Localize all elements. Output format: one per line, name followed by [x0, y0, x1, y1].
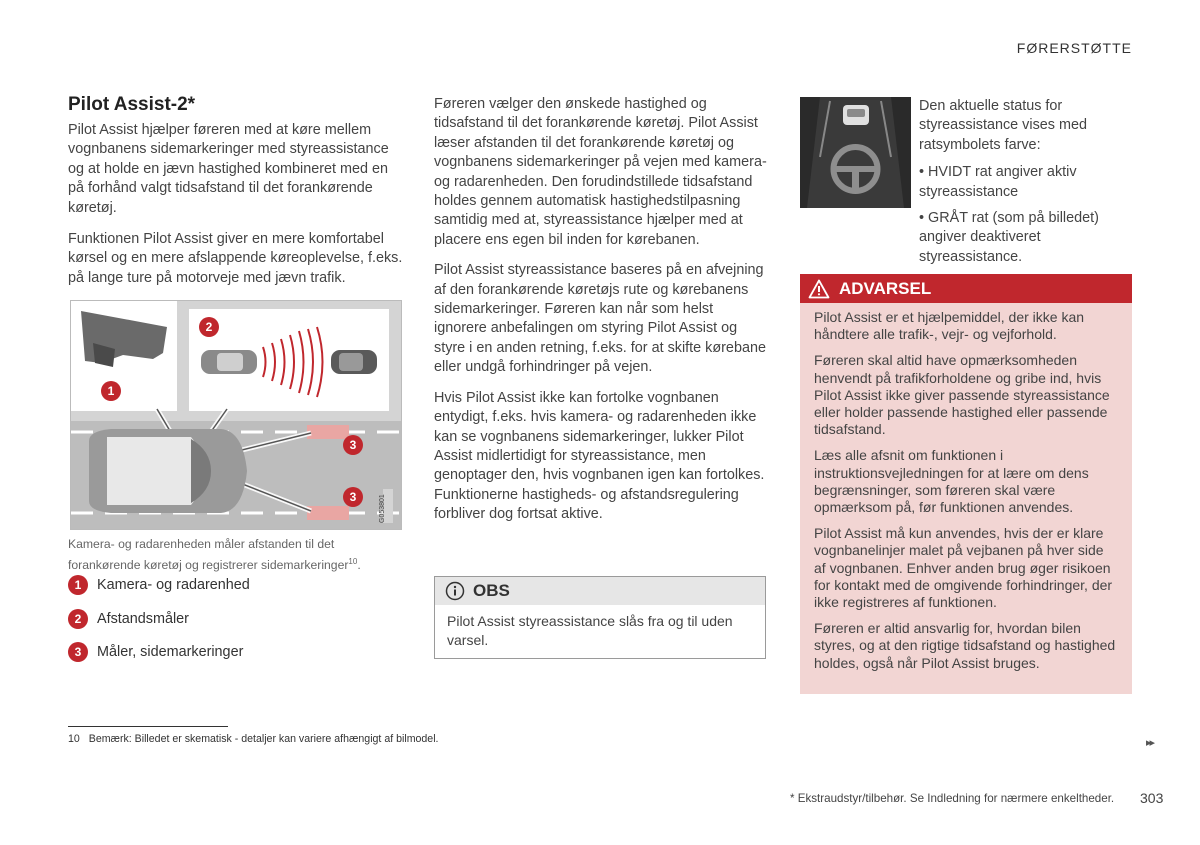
callout-number: 1 — [68, 575, 88, 595]
figure-caption-period: . — [357, 558, 361, 573]
lead-car-top — [331, 350, 377, 374]
callout-item — [68, 609, 388, 629]
warning-title: ADVARSEL — [839, 278, 932, 298]
figure-marker-1: 1 — [101, 381, 121, 401]
info-icon — [445, 581, 465, 601]
body-paragraph: Pilot Assist styreassistance baseres på en afvejning af den forankørende køretøjs rute og kørebanens sidemarkeringer. Føreren kan når som helst ignorere anbefalingen om styring Pilot Assist og styre i en anden retning, f.eks. for at skifte kørebane eller undgå forhindringer på vejen. — [434, 262, 766, 376]
intro-paragraph: Funktionen Pilot Assist giver en mere komfortabel kørsel og en mere afslappende køreoplevelse, f.eks. på lange ture på motorveje med jævn trafik. — [68, 231, 403, 286]
callout-label: Måler, sidemarkeringer — [97, 644, 244, 660]
status-paragraph: Den aktuelle status for styreassistance vises med ratsymbolets farve: — [919, 98, 1087, 153]
lead-paragraph: Pilot Assist hjælper føreren med at køre mellem vognbanens sidemarkeringer med styreassistance og at holde en jævn hastighed kombineret med en på forhånd valgt tidsafstand til det forankørende køretøj. — [68, 122, 389, 216]
callout-label: Kamera- og radarenhed — [97, 577, 250, 593]
callout-item — [68, 575, 388, 595]
callout-label: Afstandsmåler — [97, 611, 189, 627]
figure-caption-text: Kamera- og radarenheden måler afstanden til det forankørende køretøj og registrerer sidemarkeringer — [68, 537, 349, 573]
lane-sensor-bottom — [307, 506, 349, 520]
footnote-rule — [68, 726, 228, 727]
warning-body — [800, 303, 1132, 672]
figure-code: G053801 — [379, 494, 386, 523]
body-paragraph: Føreren vælger den ønskede hastighed og tidsafstand til det forankørende køretøj. Pilot Assist læser afstanden til det forankørende køretøj og vognbanens sidemarkeringer på vejen med kamera- og radarenheden. Den forudindstillede tidsafstand holdes gennem automatisk hastighedstilpasning samtidig med at, styreassistance hjælper med at placere ens egen bil inden for kørebanen. — [434, 96, 767, 248]
page-number: 303 — [1140, 790, 1164, 806]
obs-text: Pilot Assist styreassistance slås fra og til uden varsel. — [447, 613, 733, 648]
status-bullet-grey — [800, 209, 1135, 267]
figure-caption — [68, 536, 403, 574]
own-car-top — [201, 350, 257, 374]
obs-header — [435, 577, 765, 605]
steering-status-image — [800, 97, 911, 208]
section-header: FØRERSTØTTE — [1016, 40, 1132, 56]
warning-box — [800, 274, 1132, 694]
figure-caption-ref: 10 — [348, 557, 358, 566]
body-paragraph: Hvis Pilot Assist ikke kan fortolke vognbanen entydigt, f.eks. hvis kamera- og radarenheden ikke kan se vognbanens sidemarkeringer, lukker Pilot Assist midlertidigt for styreassistance, men genoptager den, hvis vognbanen igen kan fortolkes. Funktionerne hastigheds- og afstandsregulering forbliver dog fortsat aktive. — [434, 389, 765, 523]
next-page-arrows-icon: ▸▸ — [1146, 737, 1154, 749]
warning-triangle-icon — [808, 279, 830, 299]
callout-number: 2 — [68, 609, 88, 629]
warning-paragraph: Læs alle afsnit om funktionen i instruktionsvejledningen for at lære om dens begrænsninger, som føreren skal være opmærksom på, før funktionen anvendes. — [814, 447, 1089, 516]
callout-number: 3 — [68, 642, 88, 662]
page-title: Pilot Assist-2* — [68, 94, 196, 115]
warning-header — [800, 274, 1132, 303]
car-illustration — [89, 429, 247, 513]
status-text — [919, 97, 1134, 202]
warning-paragraph: Føreren skal altid have opmærksomheden henvendt på trafikforholdene og gribe ind, hvis Pilot Assist ikke giver passende styreassistance eller holder passende hastighed eller passende tidsafstand. — [814, 352, 1110, 438]
figure-marker-3-bottom: 3 — [343, 487, 363, 507]
footnote-text: Bemærk: Billedet er skematisk - detaljer kan variere afhængigt af bilmodel. — [88, 733, 439, 745]
figure-marker-3-top: 3 — [343, 435, 363, 455]
pilot-assist-figure — [70, 300, 402, 530]
footnote — [68, 733, 439, 745]
lane-sensor-top — [307, 425, 349, 439]
obs-title: OBS — [473, 581, 510, 600]
footer-note: * Ekstraudstyr/tilbehør. Se Indledning for nærmere enkeltheder. — [790, 792, 1115, 805]
steering-status-illustration — [800, 97, 911, 208]
warning-paragraph: Føreren er altid ansvarlig for, hvordan bilen styres, og at den rigtige tidsafstand og hastighed holdes, også når Pilot Assist bruges. — [814, 620, 1116, 671]
warning-paragraph: Pilot Assist er et hjælpemiddel, der ikke kan håndtere alle trafik-, vejr- og vejforhold. — [814, 309, 1085, 343]
obs-note-box — [434, 576, 766, 659]
status-bullet-white: • HVIDT rat angiver aktiv styreassistance — [919, 164, 1077, 200]
warning-paragraph: Pilot Assist må kun anvendes, hvis der er klare vognbanelinjer malet på vejbanen på hver side af vognbanen. Enhver anden brug øger risikoen for kontakt med de omgivende forhindringer, der ikke registreres af funktionen. — [814, 525, 1113, 611]
callout-item — [68, 642, 388, 662]
status-bullet-grey-text: • GRÅT rat (som på billedet) angiver deaktiveret styreassistance. — [919, 210, 1099, 265]
middle-column — [434, 95, 768, 536]
figure-marker-2: 2 — [199, 317, 219, 337]
footnote-number: 10 — [68, 733, 80, 745]
